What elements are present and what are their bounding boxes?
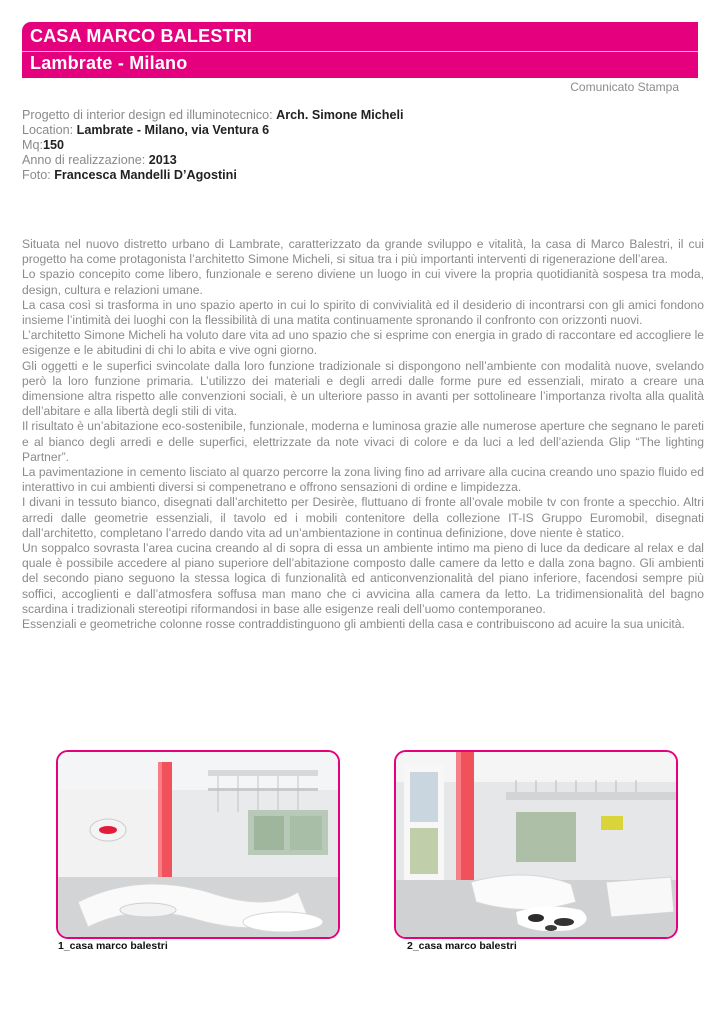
meta-location: Location: Lambrate - Milano, via Ventura 6 xyxy=(22,123,270,137)
photo-2-illustration xyxy=(396,752,676,937)
body-paragraph: L’architetto Simone Micheli ha voluto dare vita ad uno spazio che si esprime con energia in grado di raccontare ed accogliere le esigenze e le abitudini di chi lo abita e vive ogni giorno. xyxy=(22,328,704,358)
meta-photo-credit: Foto: Francesca Mandelli D’Agostini xyxy=(22,168,237,182)
body-paragraph: La casa così si trasforma in uno spazio aperto in cui lo spirito di convivialità ed il desiderio di incontrarsi con gli amici fondono insieme l’intimità dei luoghi con la flessibilità di una matita continuamente spronando il confronto con orizzonti nuovi. xyxy=(22,297,704,328)
body-paragraph: Il risultato è un’abitazione eco-sostenibile, funzionale, moderna e luminosa grazie alle numerose aperture che segnano le pareti e al bianco degli arredi e delle superfici, elettrizzate da note vivaci di colore e da luci a led dell’azienda Glip “The lighting Partner”. xyxy=(22,419,704,464)
banner-divider xyxy=(22,51,698,52)
body-paragraph: Essenziali e geometriche colonne rosse contraddistinguono gli ambienti della casa e contribuiscono ad acuire la sua unicità. xyxy=(22,617,685,632)
photo-caption-2: 2_casa marco balestri xyxy=(407,940,517,952)
title-banner xyxy=(22,22,698,78)
photo-living-room-1 xyxy=(56,750,340,939)
body-paragraph: I divani in tessuto bianco, disegnati dall’architetto per Desirèe, fluttuano di fronte all’ovale mobile tv con fronte a specchio. Altri arredi dalle geometrie essenziali, il tavolo ed i mobili contenitore della collezione IT-IS Gruppo Euromobil, disegnati dall’architetto, completano l’arredo dando vita ad un’ambientazione in continua definizione, dove niente è statico. xyxy=(22,495,704,540)
body-paragraph: Un soppalco sovrasta l’area cucina creando al di sopra di essa un ambiente intimo ma pieno di luce da dedicare al relax e dal quale è possibile accedere al piano superiore dell’abitazione composto dalle camere da letto e dalla zona bagno. Gli ambienti del secondo piano seguono la stessa logica di funzionalità ed anticonvenzionalità del piano inferiore, facendosi sempre più soffici, accoglienti e dall’atmosfera soffusa man mano che ci avvicina alla camera da letto. La tridimensionalità del bagno scardina i tradizionali stereotipi riformandosi in base alle esigenze reali dell’uomo contemporaneo. xyxy=(22,541,704,616)
project-meta xyxy=(22,108,702,183)
page-subtitle: Lambrate - Milano xyxy=(30,53,188,73)
meta-area: Mq:150 xyxy=(22,138,65,152)
body-paragraph: Gli oggetti e le superfici svincolate dalla loro funzione tradizionale si dispongono nell’ambiente con modalità nuove, svelando però la loro funzione primaria. L’utilizzo dei materiali e degli arredi dalle forme pure ed essenziali, mirato a creare una dimensione altra rispetto alle convenzioni sociali, è un ulteriore passo in avanti per sottolineare l’importanza rivolta alla qualità dell’abitare e alla libertà degli stili di vita. xyxy=(22,358,704,419)
body-paragraph: Lo spazio concepito come libero, funzionale e sereno diviene un luogo in cui vivere la propria quotidianità sospesa tra moda, design, cultura e relazioni umane. xyxy=(22,267,704,297)
photo-caption-1: 1_casa marco balestri xyxy=(58,940,168,952)
meta-year: Anno di realizzazione: 2013 xyxy=(22,153,177,167)
meta-designer: Progetto di interior design ed illuminotecnico: Arch. Simone Micheli xyxy=(22,108,404,122)
press-release-body xyxy=(22,237,704,632)
body-paragraph: La pavimentazione in cemento lisciato al quarzo percorre la zona living fino ad arrivare alla cucina creando uno spazio fluido ed interattivo in cui ambienti diversi si compenetrano e offrono sensazioni di ordine e limpidezza. xyxy=(22,465,704,495)
body-paragraph: Situata nel nuovo distretto urbano di Lambrate, caratterizzato da grande sviluppo e vitalità, la casa di Marco Balestri, il cui progetto ha come protagonista l’architetto Simone Micheli, si situa tra i più importanti interventi di rigenerazione dell’area. xyxy=(22,237,704,267)
press-release-label: Comunicato Stampa xyxy=(570,80,679,94)
photo-living-room-2 xyxy=(394,750,678,939)
page-title: CASA MARCO BALESTRI xyxy=(30,26,253,46)
photo-1-illustration xyxy=(58,752,338,937)
